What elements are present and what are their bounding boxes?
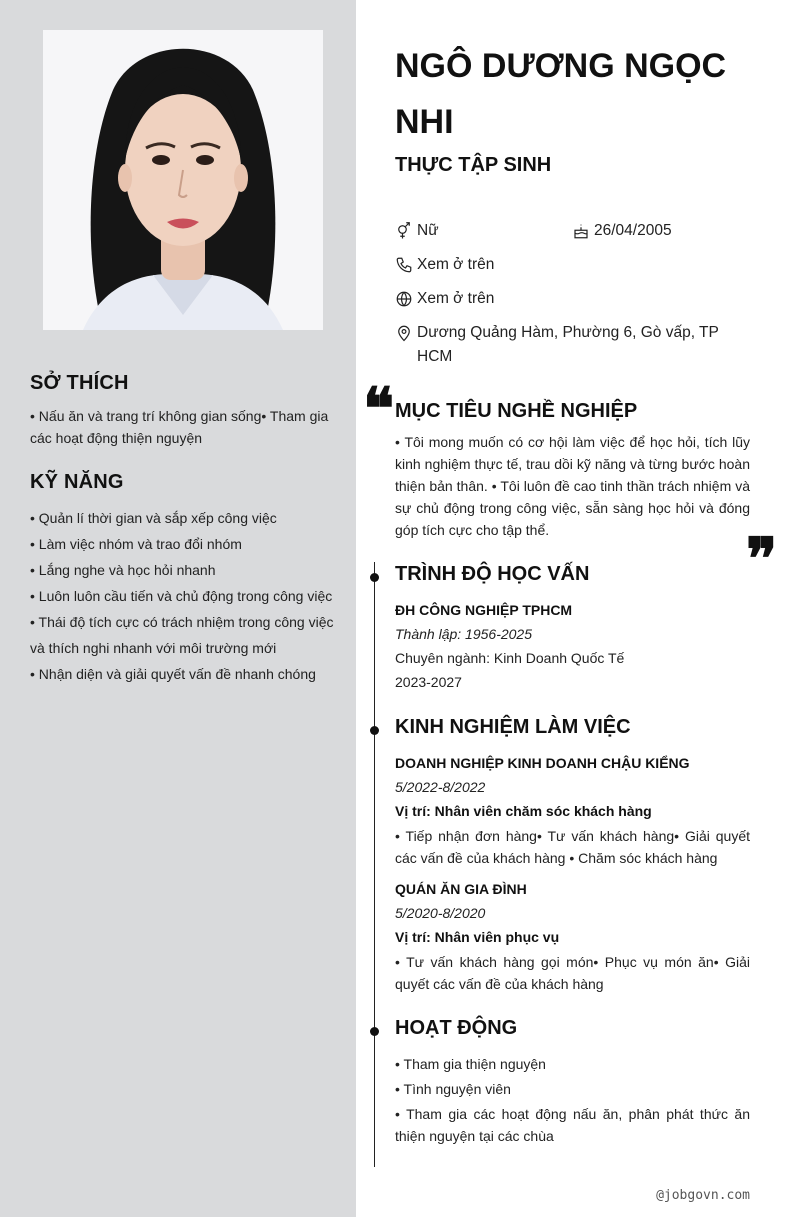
website-value[interactable]: Xem ở trên: [417, 290, 495, 307]
hobbies-title: SỞ THÍCH: [30, 372, 129, 394]
school-founded: Thành lập: 1956-2025: [395, 626, 532, 642]
objective-title: MỤC TIÊU NGHỀ NGHIỆP: [395, 400, 638, 422]
globe-icon: [395, 287, 417, 311]
job-period: 5/2022-8/2022: [395, 779, 486, 795]
hobbies-text: • Nấu ăn và trang trí không gian sống• Tham gia các hoạt động thiện nguyện: [30, 408, 329, 446]
candidate-name: NGÔ DƯƠNG NGỌC NHI: [395, 47, 727, 141]
timeline-dot: [370, 1027, 379, 1036]
job-position: Vị trí: Nhân viên chăm sóc khách hàng: [395, 803, 652, 819]
job-company: QUÁN ĂN GIA ĐÌNH: [395, 881, 527, 897]
cake-icon: [572, 219, 594, 243]
timeline-dot: [370, 726, 379, 735]
skills-list: [30, 505, 336, 687]
education-period: 2023-2027: [395, 674, 462, 690]
job-company: DOANH NGHIỆP KINH DOANH CHẬU KIỂNG: [395, 755, 690, 771]
activities-list: [395, 1053, 750, 1150]
website-row: [395, 287, 494, 311]
activities-title: HOẠT ĐỘNG: [395, 1017, 518, 1039]
open-quote-icon: ❝: [363, 375, 395, 443]
skills-title: KỸ NĂNG: [30, 471, 124, 493]
skill-item: • Lắng nghe và học hỏi nhanh: [30, 562, 216, 578]
gender-row: [395, 219, 439, 243]
phone-icon: [395, 253, 417, 277]
watermark: @jobgovn.com: [656, 1188, 750, 1203]
timeline-dot: [370, 573, 379, 582]
location-pin-icon: [395, 321, 417, 345]
activity-item: • Tham gia các hoạt động nấu ăn, phân phát thức ăn thiện nguyện tại các chùa: [395, 1106, 750, 1144]
activity-item: • Tham gia thiện nguyện: [395, 1056, 546, 1072]
skill-item: • Nhận diện và giải quyết vấn đề nhanh chóng: [30, 666, 316, 682]
portrait-illustration: [43, 30, 323, 330]
activity-item: • Tình nguyện viên: [395, 1081, 511, 1097]
birthday-value: 26/04/2005: [594, 222, 672, 239]
close-quote-icon: ❞: [746, 525, 778, 593]
address-row: [395, 321, 735, 369]
main-content: [356, 0, 790, 1217]
phone-row: [395, 253, 494, 277]
timeline-line: [374, 562, 375, 1167]
profile-photo: [43, 30, 323, 330]
gender-value: Nữ: [417, 222, 439, 239]
job-description: • Tiếp nhận đơn hàng• Tư vấn khách hàng• Giải quyết các vấn đề của khách hàng • Chăm sóc khách hàng: [395, 828, 750, 866]
phone-value[interactable]: Xem ở trên: [417, 256, 495, 273]
objective-text: • Tôi mong muốn có cơ hội làm việc để học hỏi, tích lũy kinh nghiệm thực tế, trau dồi kỹ năng và từng bước hoàn thiện bản thân. • Tôi luôn đề cao tinh thần trách nhiệm và sự chủ động trong công việc, sẵn sàng học hỏi và đóng góp tích cực cho tập thể.: [395, 434, 750, 538]
job-description: • Tư vấn khách hàng gọi món• Phục vụ món ăn• Giải quyết các vấn đề của khách hàng: [395, 954, 750, 992]
education-major: Chuyên ngành: Kinh Doanh Quốc Tế: [395, 650, 625, 666]
education-title: TRÌNH ĐỘ HỌC VẤN: [395, 563, 590, 585]
job-position: Vị trí: Nhân viên phục vụ: [395, 929, 560, 945]
skill-item: • Quản lí thời gian và sắp xếp công việc: [30, 510, 277, 526]
birthday-row: [572, 219, 672, 243]
sidebar: [0, 0, 356, 1217]
job-period: 5/2020-8/2020: [395, 905, 486, 921]
gender-icon: [395, 219, 417, 243]
address-value: Dương Quảng Hàm, Phường 6, Gò vấp, TP HCM: [417, 324, 719, 365]
skill-item: • Làm việc nhóm và trao đổi nhóm: [30, 536, 242, 552]
skill-item: • Luôn luôn cầu tiến và chủ động trong công việc: [30, 588, 333, 604]
school-name: ĐH CÔNG NGHIỆP TPHCM: [395, 602, 573, 618]
candidate-role: THỰC TẬP SINH: [395, 154, 552, 176]
experience-title: KINH NGHIỆM LÀM VIỆC: [395, 716, 631, 738]
skill-item: • Thái độ tích cực có trách nhiệm trong công việc và thích nghi nhanh với môi trường mới: [30, 614, 334, 656]
